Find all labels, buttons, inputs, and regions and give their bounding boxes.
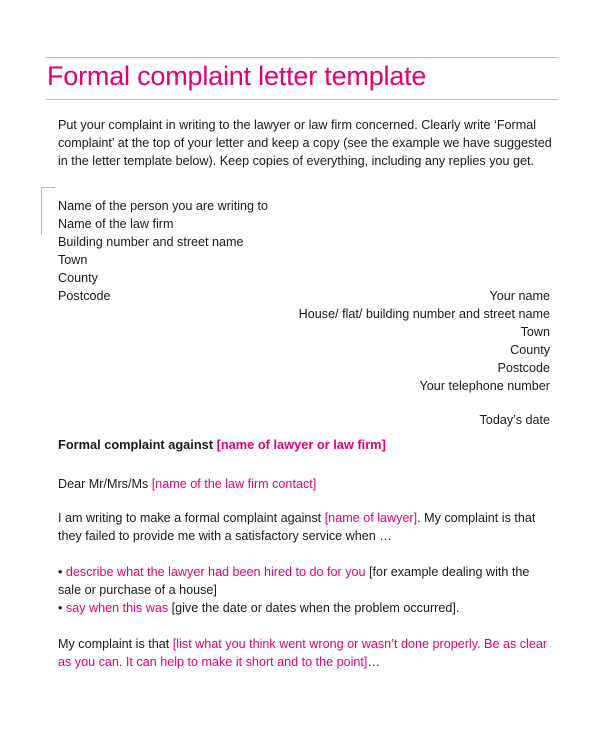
bullet-item [58,599,558,617]
page-title: Formal complaint letter template [47,61,427,91]
detail-placeholder: [list what you think went wrong or wasn’t done properly. Be as clear [172,637,548,651]
bullet-placeholder: describe what the lawyer had been hired to do for you [65,565,366,579]
intro-line: in the letter template below). Keep copies of everything, including any replies you get. [58,154,535,168]
bullet-text: [for example dealing with the [365,565,530,579]
recipient-line: County [58,271,98,285]
paragraph-text: I am writing to make a formal complaint against [58,511,325,525]
paragraph-line [58,635,558,653]
bullet-glyph: • [58,565,66,579]
intro-paragraph [58,116,558,170]
top-rule [46,57,558,58]
recipient-line: Name of the person you are writing to [58,199,269,213]
address-corner-mark [41,187,55,188]
salutation [58,475,558,493]
complaint-detail-paragraph [58,635,558,671]
paragraph-ellipsis: … [367,655,381,669]
salutation-prefix: Dear Mr/Mrs/Ms [58,477,152,491]
sender-line: Your telephone number [419,379,550,393]
recipient-line: Name of the law firm [58,217,174,231]
paragraph-line [58,509,558,527]
sender-line: Your name [489,289,550,303]
paragraph-text: My complaint is that [58,637,173,651]
bullet-line: sale or purchase of a house] [58,583,217,597]
lawyer-placeholder: [name of lawyer] [324,511,418,525]
paragraph-text: . My complaint is that [417,511,536,525]
recipient-line: Town [58,253,88,267]
subject-placeholder: [name of lawyer or law firm] [216,437,386,452]
sender-line: Postcode [497,361,550,375]
bullet-placeholder: say when this was [65,601,169,615]
bullet-line [58,599,558,617]
sender-address [299,287,550,395]
address-corner-mark [41,187,42,235]
subject-line [58,437,386,452]
intro-line: complaint’ at the top of your letter and keep a copy (see the example we have suggested [58,136,552,150]
recipient-line: Postcode [58,289,111,303]
letter-date: Today’s date [479,413,550,427]
salutation-placeholder: [name of the law firm contact] [151,477,317,491]
sender-line: Town [520,325,550,339]
recipient-line: Building number and street name [58,235,244,249]
paragraph-line: they failed to provide me with a satisfactory service when … [58,529,392,543]
recipient-address [58,197,268,305]
bullet-text: [give the date or dates when the problem occurred]. [168,601,460,615]
sender-line: County [510,343,550,357]
title-rule [46,99,558,100]
complaint-paragraph [58,509,558,545]
bullet-line [58,563,558,581]
intro-line: Put your complaint in writing to the lawyer or law firm concerned. Clearly write ‘Formal [58,118,537,132]
detail-placeholder: as you can. It can help to make it short and to the point] [58,655,368,669]
bullet-glyph: • [58,601,66,615]
subject-prefix: Formal complaint against [58,437,217,452]
bullet-item [58,563,558,599]
paragraph-line [58,653,558,671]
sender-line: House/ flat/ building number and street name [298,307,550,321]
